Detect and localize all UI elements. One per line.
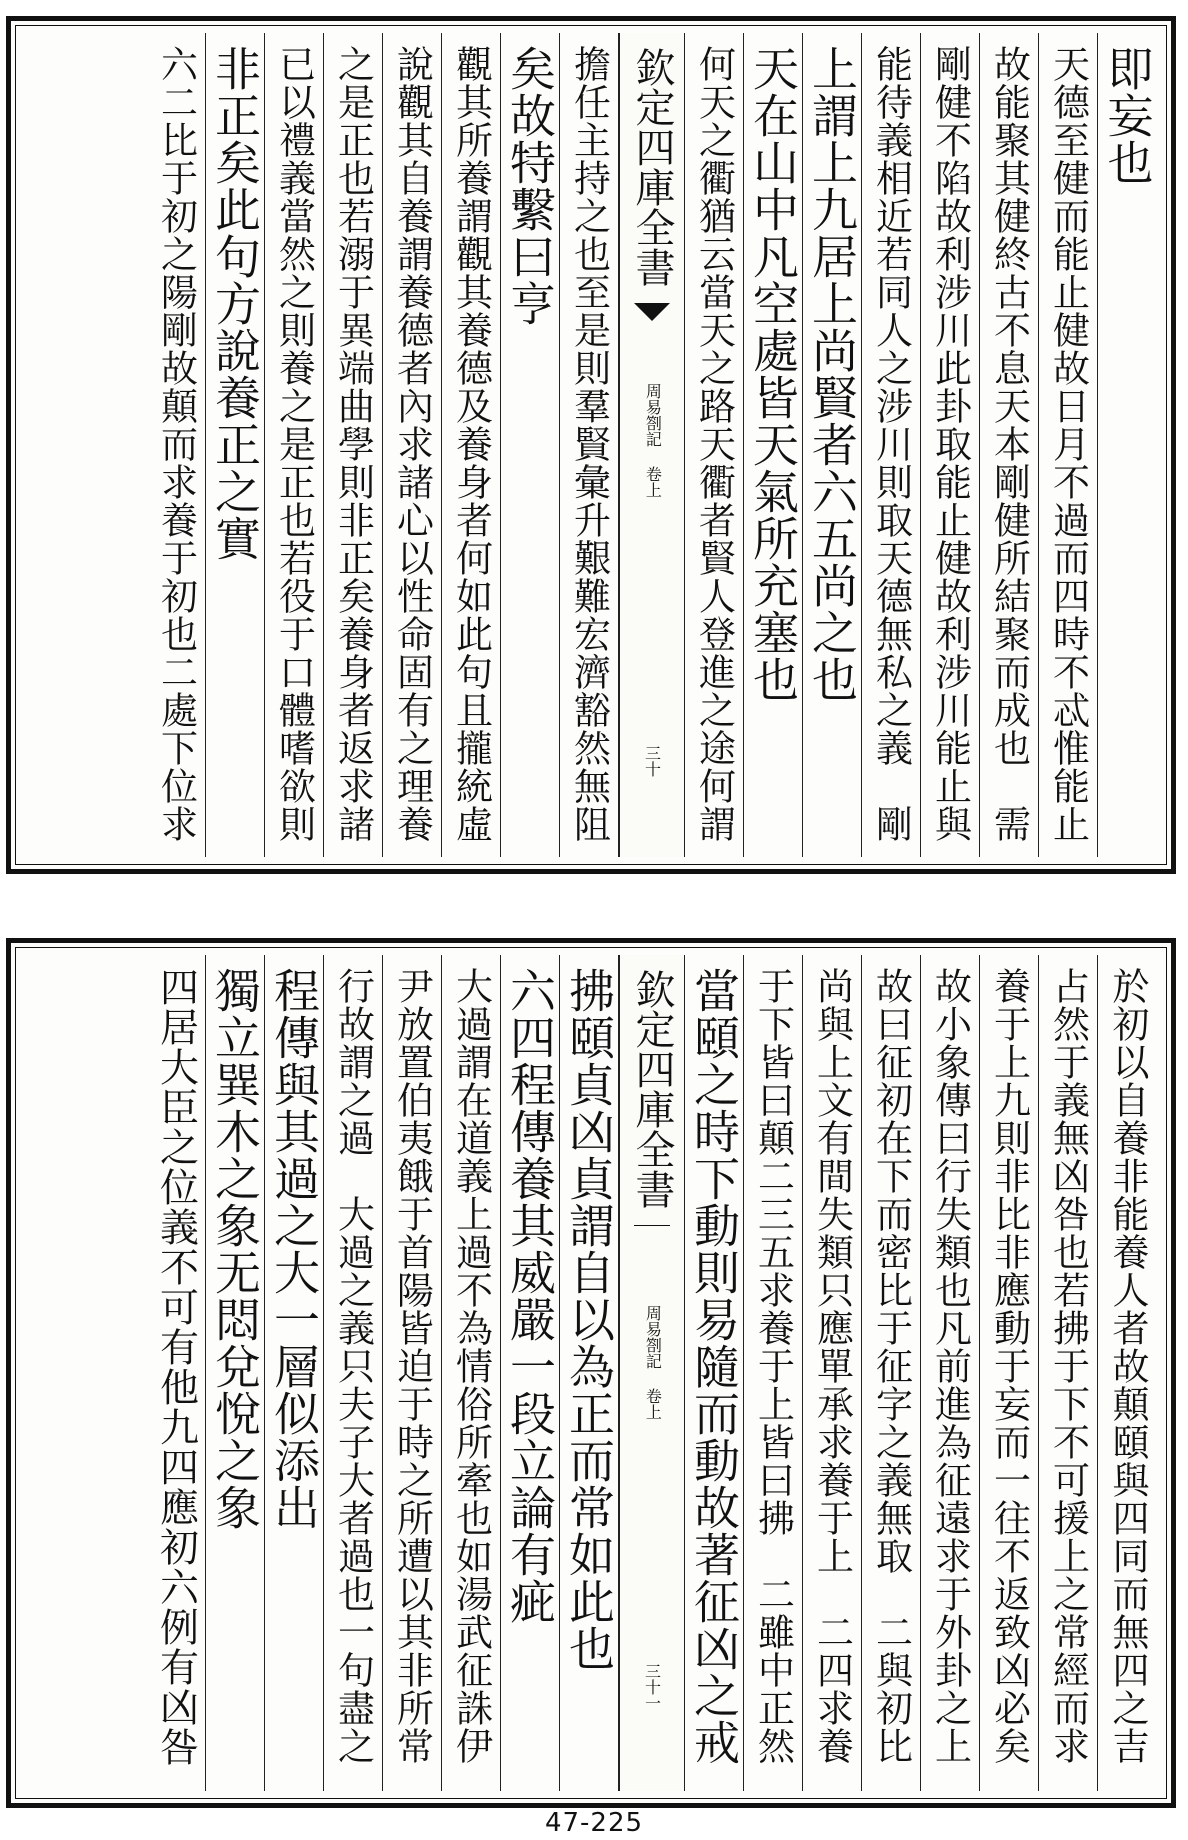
text-column [803,955,862,1791]
text-column [147,33,206,857]
text-column [862,33,921,857]
text-column [1098,33,1157,857]
upper-page-columns [21,33,1157,857]
text-column [685,955,744,1791]
column-text: 尚與上文有間失類只應單承求養于上 二四求養 [810,967,854,1765]
text-column [383,955,442,1791]
text-column [442,955,501,1791]
column-text: 于下皆曰顛二三五求養于上皆曰拂 二雖中正然 [751,967,795,1765]
center-subtitle: 周易劄記 卷上 [643,383,663,498]
text-column [685,33,744,857]
text-column [921,33,980,857]
column-text: 擔任主持之也至是則羣賢彙升艱難宏濟豁然無阻 [567,45,611,843]
text-column [803,33,862,857]
column-text: 拂頤貞凶貞謂自以為正而常如此也 [562,967,616,1672]
text-column [206,955,265,1791]
column-text: 上謂上九居上尚賢者六五尚之也 [805,45,859,703]
column-text: 大過謂在道義上過不為情俗所牽也如湯武征誅伊 [449,967,493,1765]
lower-page-columns [21,955,1157,1791]
text-column [560,955,619,1791]
text-column [501,33,560,857]
center-title: 欽定四庫全書 [629,969,675,1209]
fish-tail-icon [634,1225,670,1245]
text-column [147,955,206,1791]
column-text: 故曰征初在下而密比于征字之義無取 二與初比 [869,967,913,1765]
column-text: 於初以自養非能養人者故顛頤與四同而無四之吉 [1106,967,1149,1765]
text-column [744,955,803,1791]
center-margin [619,955,685,1791]
text-column [744,33,803,857]
column-text: 當頤之時下動則易隨而動故著征凶之戒 [687,967,741,1766]
text-column [921,955,980,1791]
text-column [501,955,560,1791]
column-text: 非正矣此句方說養正之實 [208,45,262,562]
fish-tail-icon [634,303,670,323]
center-margin [619,33,685,857]
column-text: 何天之衢猶云當天之路天衢者賢人登進之途何謂 [692,45,736,843]
column-text: 天德至健而能止健故日月不過而四時不忒惟能止 [1046,45,1090,843]
column-text: 觀其所養謂觀其養德及養身者何如此句且攏統虛 [449,45,493,843]
text-column [265,33,324,857]
text-column [265,955,324,1791]
column-text: 已以禮義當然之則養之是正也若役于口體嗜欲則 [272,45,316,843]
text-column [980,33,1039,857]
column-text: 能待義相近若同人之涉川則取天德無私之義 剛 [869,45,913,843]
column-text: 占然于義無凶咎也若拂于下不可援上之常經而求 [1046,967,1090,1765]
column-text: 尹放置伯夷餓于首陽皆迫于時之所遭以其非所常 [390,967,434,1765]
center-title: 欽定四庫全書 [629,47,675,287]
column-text: 程傳與其過之大一層似添出 [267,967,321,1531]
column-text: 故小象傳曰行失類也凡前進為征遠求于外卦之上 [928,967,972,1765]
column-text: 說觀其自養謂養德者內求諸心以性命固有之理養 [390,45,434,843]
folio-number: 三十 [642,745,662,777]
column-text: 養于上九則非比非應動于妄而一往不返致凶必矣 [987,967,1031,1765]
column-text: 剛健不陷故利涉川此卦取能止健故利涉川能止與 [928,45,972,843]
text-column [560,33,619,857]
column-text: 行故謂之過 大過之義只夫子大者過也一句盡之 [331,967,375,1765]
column-text: 矣故特繫曰亨 [503,45,557,327]
text-column [980,955,1039,1791]
text-column [862,955,921,1791]
page-number-footer: 47-225 [544,1808,644,1838]
column-text: 獨立巽木之象无悶兌悅之象 [208,967,262,1531]
column-text: 故能聚其健終古不息天本剛健所結聚而成也 需 [987,45,1031,843]
lower-page [6,938,1176,1808]
text-column [442,33,501,857]
text-column [1039,955,1098,1791]
text-column [1039,33,1098,857]
folio-number: 三十一 [642,1663,662,1711]
upper-page [6,16,1176,874]
column-text: 天在山中凡空處皆天氣所充塞也 [746,45,800,703]
text-column [383,33,442,857]
column-text: 六二比于初之陽剛故顛而求養于初也二處下位求 [154,45,198,843]
center-subtitle: 周易劄記 卷上 [643,1305,663,1420]
text-column [1098,955,1157,1791]
text-column [324,955,383,1791]
column-text: 即妄也 [1100,45,1155,186]
column-text: 四居大臣之位義不可有他九四應初六例有凶咎 [153,967,199,1767]
column-text: 之是正也若溺于異端曲學則非正矣養身者返求諸 [331,45,375,843]
column-text: 六四程傳養其威嚴一段立論有疵 [503,967,557,1625]
text-column [324,33,383,857]
text-column [206,33,265,857]
